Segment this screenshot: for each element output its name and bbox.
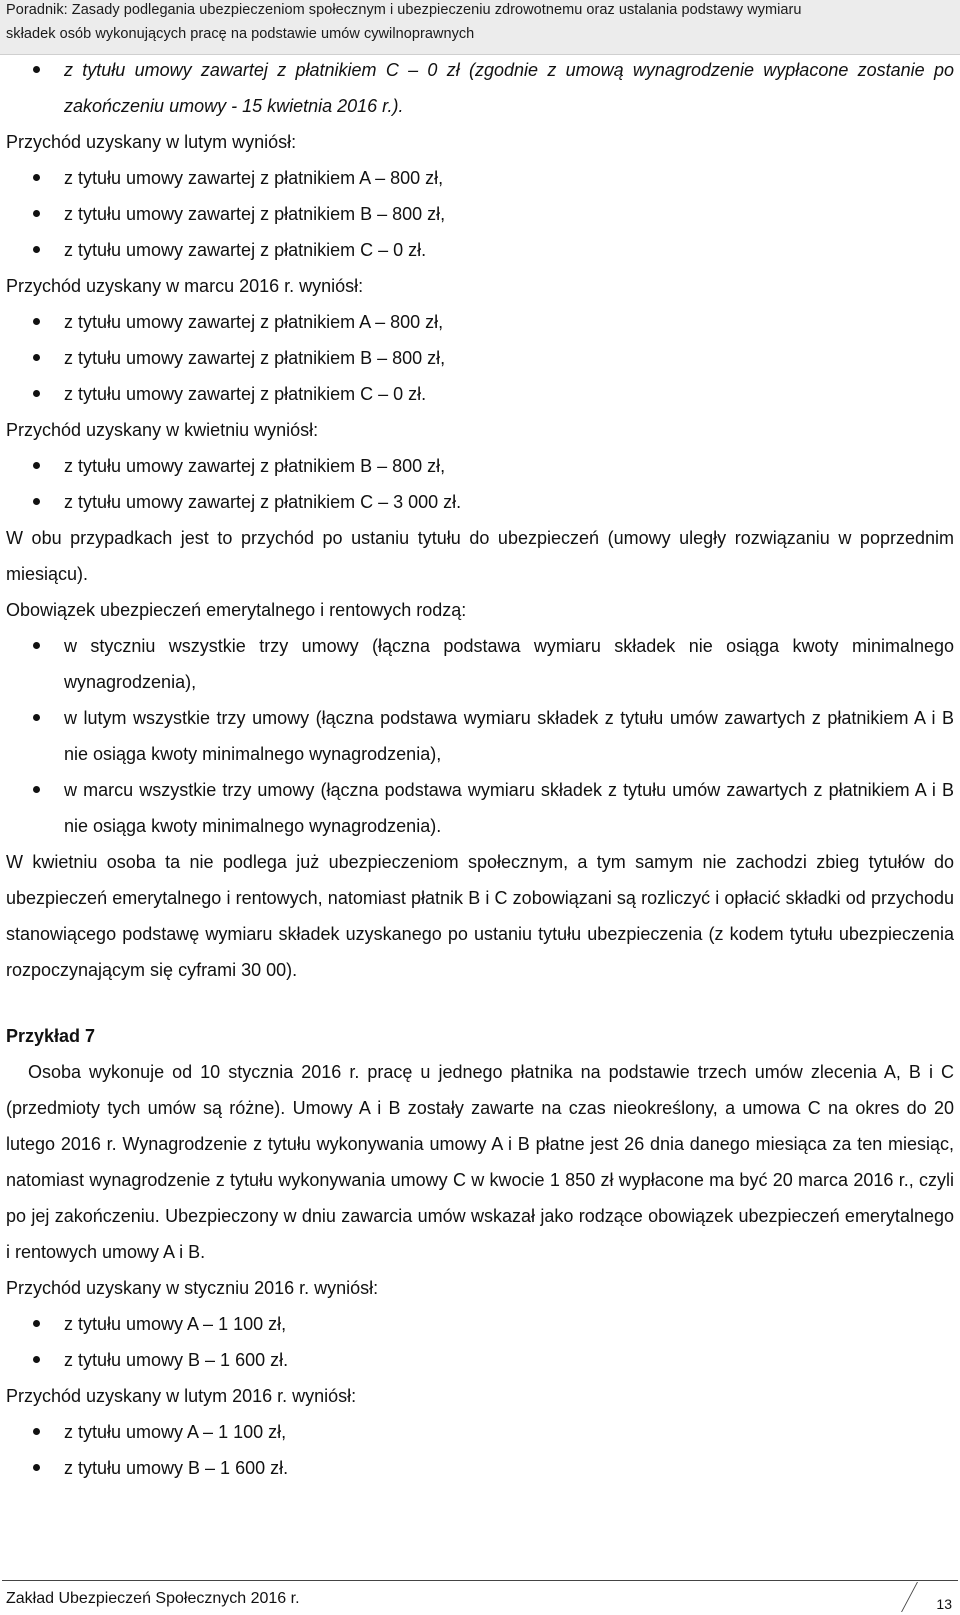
list-item: z tytułu umowy B – 1 600 zł.: [6, 1342, 954, 1378]
page-number: 13: [936, 1596, 952, 1612]
footer-publisher: Zakład Ubezpieczeń Społecznych 2016 r.: [6, 1590, 300, 1607]
paragraph-both-cases: W obu przypadkach jest to przychód po ustaniu tytułu do ubezpieczeń (umowy uległy rozwiązaniu w poprzednim miesiącu).: [6, 528, 954, 584]
list-item: w lutym wszystkie trzy umowy (łączna podstawa wymiaru składek z tytułu umów zawartych z płatnikiem A i B nie osiąga kwoty minimalnego wynagrodzenia),: [6, 700, 954, 772]
paragraph-apr-intro: Przychód uzyskany w kwietniu wyniósł:: [6, 420, 319, 440]
list-item: z tytułu umowy zawartej z płatnikiem C – 3 000 zł.: [6, 484, 954, 520]
paragraph-mar-intro: Przychód uzyskany w marcu 2016 r. wyniósł:: [6, 276, 364, 296]
paragraph-april: W kwietniu osoba ta nie podlega już ubezpieczeniom społecznym, a tym samym nie zachodzi zbieg tytułów do ubezpieczeń emerytalnego i rentowych, natomiast płatnik B i C zobowiązani są rozliczyć i opłacić składki od przychodu stanowiącego podstawę wymiaru składek uzyskanego po ustaniu tytułu ubezpieczenia (z kodem tytułu ubezpieczenia rozpoczynającym się cyframi 30 00).: [6, 852, 954, 980]
paragraph-obligation-intro: Obowiązek ubezpieczeń emerytalnego i rentowych rodzą:: [6, 600, 467, 620]
list-item: z tytułu umowy B – 1 600 zł.: [6, 1450, 954, 1486]
list-item: w styczniu wszystkie trzy umowy (łączna podstawa wymiaru składek nie osiąga kwoty minimalnego wynagrodzenia),: [6, 628, 954, 700]
list-item: w marcu wszystkie trzy umowy (łączna podstawa wymiaru składek z tytułu umów zawartych z płatnikiem A i B nie osiąga kwoty minimalnego wynagrodzenia).: [6, 772, 954, 844]
list-item: z tytułu umowy zawartej z płatnikiem C – 0 zł.: [6, 232, 954, 268]
paragraph-feb-intro: Przychód uzyskany w lutym wyniósł:: [6, 132, 297, 152]
paragraph-example: Osoba wykonuje od 10 stycznia 2016 r. pracę u jednego płatnika na podstawie trzech umów zlecenia A, B i C (przedmioty tych umów są różne). Umowy A i B zostały zawarte na czas nieokreślony, a umowa C na okres do 20 lutego 2016 r. Wynagrodzenie z tytułu wykonywania umowy A i B płatne jest 26 dnia danego miesiąca za ten miesiąc, natomiast wynagrodzenie z tytułu wykonywania umowy C w kwocie 1 850 zł wypłacone ma być 20 marca 2016 r., czyli po jej zakończeniu. Ubezpieczony w dniu zawarcia umów wskazał jako rodzące obowiązek ubezpieczeń emerytalnego i rentowych umowy A i B.: [6, 1062, 954, 1262]
header-title-line-2: składek osób wykonujących pracę na podstawie umów cywilnoprawnych: [6, 26, 475, 42]
list-item: z tytułu umowy A – 1 100 zł,: [6, 1414, 954, 1450]
list-item: z tytułu umowy zawartej z płatnikiem A – 800 zł,: [6, 160, 954, 196]
page-header: [0, 0, 960, 55]
paragraph-feb2-intro: Przychód uzyskany w lutym 2016 r. wyniósł:: [6, 1386, 357, 1406]
list-item: z tytułu umowy zawartej z płatnikiem B – 800 zł,: [6, 448, 954, 484]
footer-slash-divider: [901, 1582, 918, 1612]
list-item: z tytułu umowy zawartej z płatnikiem A – 800 zł,: [6, 304, 954, 340]
list-item: z tytułu umowy A – 1 100 zł,: [6, 1306, 954, 1342]
page-footer: [0, 1578, 960, 1615]
document-body: [6, 52, 954, 1486]
example-heading: Przykład 7: [6, 1026, 96, 1046]
header-title-line-1: Poradnik: Zasady podlegania ubezpieczeniom społecznym i ubezpieczeniu zdrowotnemu oraz ustalania podstawy wymiaru: [6, 2, 802, 18]
list-item: z tytułu umowy zawartej z płatnikiem C – 0 zł.: [6, 376, 954, 412]
footer-divider: [2, 1580, 958, 1581]
list-item: z tytułu umowy zawartej z płatnikiem B – 800 zł,: [6, 196, 954, 232]
list-item: z tytułu umowy zawartej z płatnikiem B – 800 zł,: [6, 340, 954, 376]
paragraph-jan-intro: Przychód uzyskany w styczniu 2016 r. wyniósł:: [6, 1278, 379, 1298]
list-item: z tytułu umowy zawartej z płatnikiem C – 0 zł (zgodnie z umową wynagrodzenie wypłacone zostanie po zakończeniu umowy - 15 kwietnia 2016 r.).: [6, 52, 954, 124]
